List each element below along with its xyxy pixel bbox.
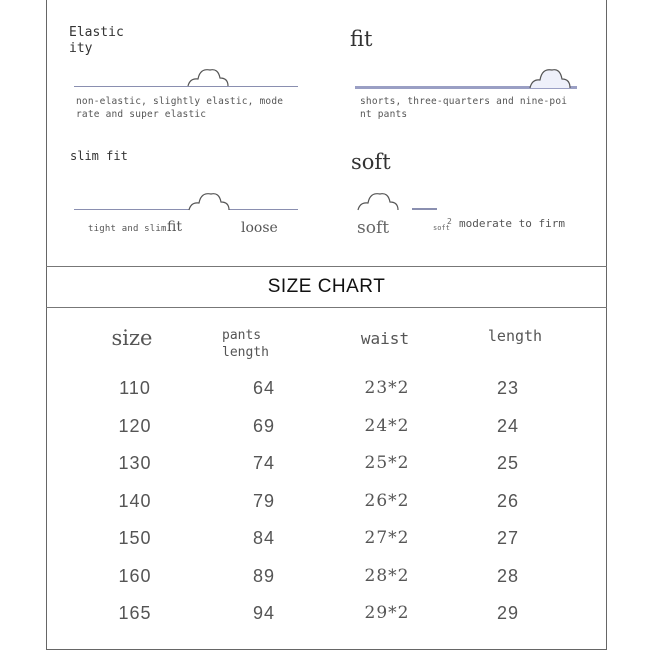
soft-scale (412, 208, 437, 210)
soft-superscript: 2 (447, 217, 452, 226)
cell-waist: 27*2 (364, 528, 410, 548)
fit-description: shorts, three-quarters and nine-poi nt pants (360, 96, 568, 120)
cell-length: 27 (496, 528, 520, 548)
cell-size: 110 (119, 378, 151, 398)
cell-pants-length: 84 (252, 528, 276, 548)
cloud-icon (187, 190, 231, 212)
cell-pants-length: 69 (252, 415, 276, 436)
soft-label: soft (357, 218, 390, 238)
divider (46, 307, 607, 308)
slim-fit-scale (74, 209, 298, 210)
cell-pants-length: 74 (252, 453, 276, 473)
slim-fit-right-label: loose (241, 220, 278, 236)
soft-title: soft (351, 150, 391, 174)
cell-pants-length: 64 (252, 378, 276, 398)
header-length: length (487, 327, 543, 345)
soft-description: moderate to firm (459, 217, 565, 230)
cloud-icon (356, 190, 400, 212)
cell-waist: 23*2 (364, 378, 410, 398)
cell-size: 130 (118, 453, 152, 473)
cell-waist: 29*2 (364, 603, 410, 623)
slim-fit-left-label: fit (167, 219, 182, 235)
slim-fit-title: slim fit (70, 149, 128, 163)
cell-size: 160 (118, 565, 152, 586)
cell-waist: 26*2 (364, 490, 410, 511)
soft-tiny-label: soft (433, 224, 450, 232)
cell-pants-length: 94 (252, 603, 276, 623)
cell-length: 24 (496, 415, 520, 436)
cell-length: 25 (496, 453, 520, 473)
elasticity-title: Elastic ity (69, 25, 124, 56)
cell-size: 165 (118, 603, 152, 623)
divider (46, 266, 607, 267)
size-chart-title: SIZE CHART (267, 276, 386, 297)
header-waist: waist (360, 329, 410, 348)
cell-length: 23 (496, 378, 520, 398)
cell-waist: 24*2 (364, 415, 410, 436)
cell-length: 28 (496, 565, 520, 586)
cloud-icon (528, 66, 572, 90)
header-pants-length: pants length (222, 328, 269, 360)
cell-waist: 28*2 (364, 565, 410, 586)
elasticity-description: non-elastic, slightly elastic, mode rate and super elastic (76, 96, 284, 120)
cell-size: 150 (118, 528, 152, 548)
cell-waist: 25*2 (364, 453, 410, 473)
header-size: size (111, 326, 153, 350)
cell-length: 29 (496, 603, 520, 623)
fit-title: fit (350, 27, 373, 51)
cloud-icon (186, 66, 230, 88)
slim-fit-left-small: tight and slim (88, 224, 167, 234)
cell-length: 26 (496, 490, 520, 511)
cell-pants-length: 79 (252, 490, 276, 511)
cell-size: 120 (118, 415, 152, 436)
cell-pants-length: 89 (252, 565, 276, 586)
cell-size: 140 (118, 490, 152, 511)
